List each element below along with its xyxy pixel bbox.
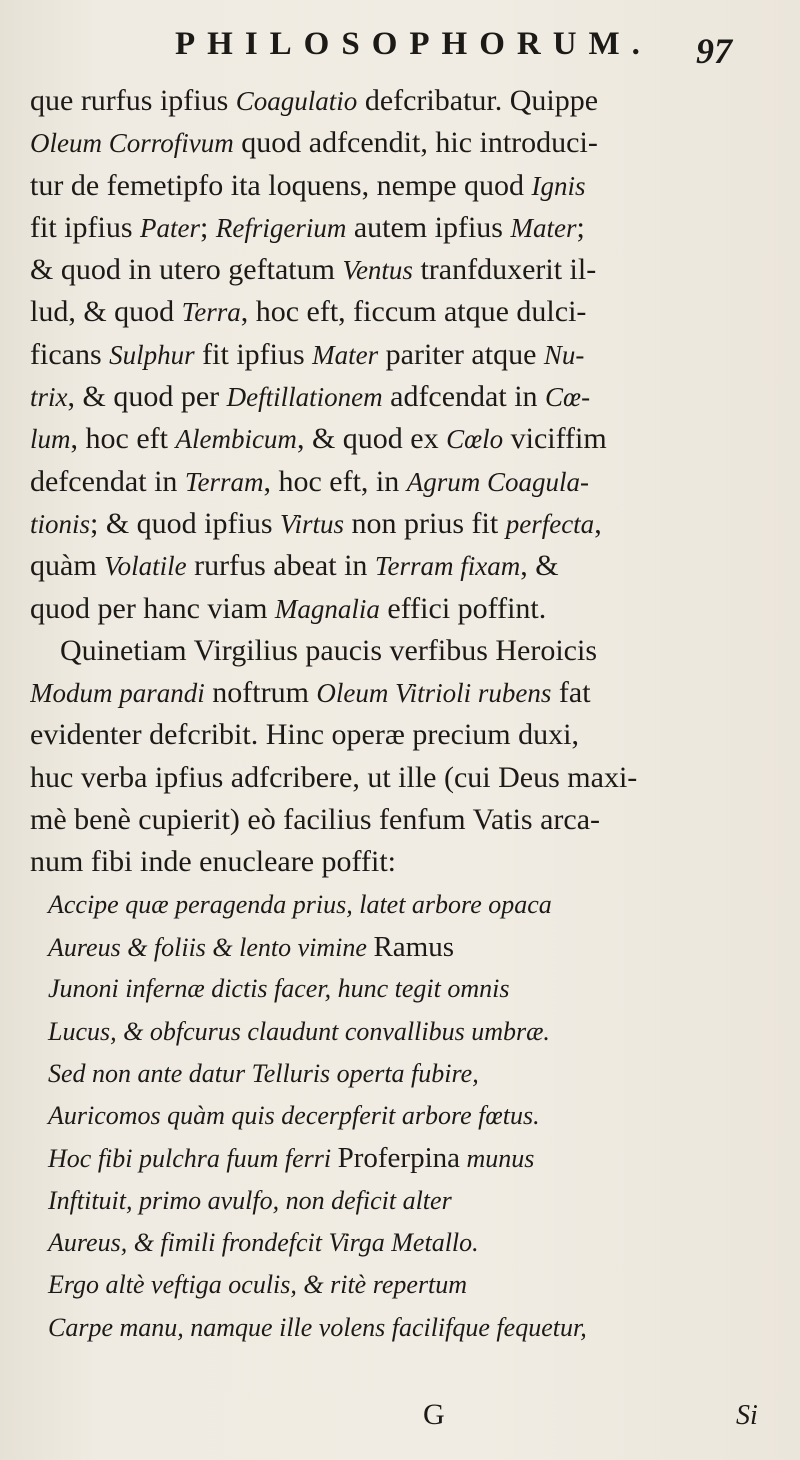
text-run: tionis [30,508,91,539]
text-run: Pater [140,212,200,243]
verse-line [30,884,795,926]
text-run: Lucus, & obfcurus claudunt convallibus umbræ. [48,1016,550,1046]
text-run: Modum parandi [30,678,205,709]
text-run: pariter atque [378,337,544,371]
text-run: Mater [312,339,379,370]
verse-line [30,1137,795,1179]
verse-line [30,1264,795,1306]
text-run: Proferpina [337,1142,460,1175]
body-text [30,80,795,1349]
verse-line [30,1307,795,1349]
text-run: Nu- [543,339,585,370]
catchword: Si [736,1400,758,1431]
text-run: Oleum Corrofivum [30,128,234,159]
text-run: , hoc eft, ficcum atque dulci- [240,295,587,329]
text-run: trix [30,382,68,413]
text-run: Ventus [342,255,413,286]
text-run: Sulphur [109,339,195,370]
page-header [0,22,800,74]
verse-line [30,968,795,1010]
text-run: Deftillationem [226,382,383,413]
text-run: viciffim [503,422,607,456]
text-run: Junoni infernæ dictis facer, hunc tegit omnis [48,974,510,1004]
text-line [30,757,795,799]
text-run: Mater [510,212,577,243]
text-run: Carpe manu, namque ille volens facilifque fequetur, [48,1312,587,1342]
text-run: Inftituit, primo avulfo, non deficit alter [48,1185,452,1215]
text-run: quàm [30,549,105,583]
text-run: Terram fixam [374,551,521,582]
text-line [30,714,795,756]
text-line [30,545,795,587]
text-run: defcribatur. Quippe [357,84,599,117]
text-line [30,334,795,376]
text-run: , & quod ex [296,422,447,456]
text-run: & quod in utero geftatum [30,253,343,287]
text-run: Aureus & foliis & lento vimine [48,932,374,962]
page-footer [0,1398,800,1438]
text-run: quod adfcendit, hic introduci- [233,126,598,160]
verse-line [30,1095,795,1137]
text-run: autem ipfius [346,210,511,244]
text-run: num fibi inde enucleare poffit: [30,845,396,879]
verse-line [30,1180,795,1222]
signature-mark: G [423,1398,445,1431]
text-run: que rurfus ipfius [30,84,236,117]
text-run: Terram [184,466,264,497]
text-line [30,207,795,249]
text-line [30,80,795,122]
text-run: Refrigerium [215,212,347,243]
text-run: Volatile [104,551,187,582]
text-line [30,122,795,164]
text-run: fit ipfius [30,210,140,244]
page-number: 97 [696,31,732,71]
text-line [30,165,795,207]
text-run: lum [30,424,71,455]
text-run: tur de femetipfo ita loquens, nempe quod [30,168,532,202]
text-run: defcendat in [30,464,185,498]
text-run: effici poffint. [379,591,547,625]
text-line [30,249,795,291]
text-run: lud, & quod [30,295,182,329]
verse-line [30,1222,795,1264]
text-run: mè benè cupierit) eò facilius fenfum Vatis arca- [30,803,601,837]
text-line [30,588,795,630]
verse-line [30,1053,795,1095]
text-run: fat [551,676,591,710]
text-run: Alembicum [175,424,297,455]
text-run: , [594,506,602,540]
text-run: quod per hanc viam [30,591,275,625]
text-run: Coagulatio [235,86,358,116]
text-run: Magnalia [274,593,380,624]
text-line [30,461,795,503]
text-line [30,672,795,714]
text-line [30,503,795,545]
text-run: noftrum [204,676,317,710]
running-head: PHILOSOPHORUM. [175,26,652,62]
verse-quotation [30,884,795,1349]
text-run: Aureus, & fimili frondefcit Virga Metallo. [48,1228,479,1258]
text-run: huc verba ipfius adfcribere, ut ille (cui Deus maxi- [30,760,638,794]
text-run: Sed non ante datur Telluris operta fubire, [48,1058,479,1088]
text-run: , & [520,549,559,583]
text-line [30,841,795,883]
text-run: adfcendat in [382,380,546,414]
text-run: Agrum Coagula- [406,466,590,497]
text-run: , hoc eft [70,422,176,456]
text-line [30,376,795,418]
text-run: Quinetiam Virgilius paucis verfibus Heroicis [60,633,597,667]
text-run: Ramus [373,930,455,963]
text-run: , & quod per [67,380,227,414]
text-run: evidenter defcribit. Hinc operæ precium duxi, [30,718,579,752]
text-run: non prius fit [344,506,506,540]
text-run: , hoc eft, in [263,464,407,498]
text-run: ; [200,210,216,244]
prose-lines [30,80,795,884]
text-run: Terra [181,297,241,328]
text-run: Auricomos quàm quis decerpferit arbore fœtus. [48,1101,540,1131]
text-run: ; & quod ipfius [90,506,281,540]
text-line [30,418,795,460]
text-line [30,799,795,841]
text-run: Oleum Vitrioli rubens [316,678,552,709]
text-run: perfecta [505,508,595,539]
text-line [30,630,795,672]
text-run: Ergo altè veftiga oculis, & ritè repertum [48,1270,468,1300]
text-run: Hoc fibi pulchra fuum ferri [48,1144,338,1174]
text-run: Cœ- [545,382,591,413]
text-line [30,291,795,333]
text-run: rurfus abeat in [186,549,375,583]
text-run: Cœlo [446,424,504,455]
verse-line [30,1011,795,1053]
verse-line [30,926,795,968]
text-run: Ignis [531,170,586,201]
text-run: ; [576,210,585,244]
text-run: munus [460,1144,535,1174]
text-run: Accipe quæ peragenda prius, latet arbore opaca [48,889,552,919]
text-run: fit ipfius [194,337,313,371]
text-run: Virtus [280,508,345,539]
text-run: ficans [30,337,110,371]
text-run: tranfduxerit il- [412,253,597,287]
